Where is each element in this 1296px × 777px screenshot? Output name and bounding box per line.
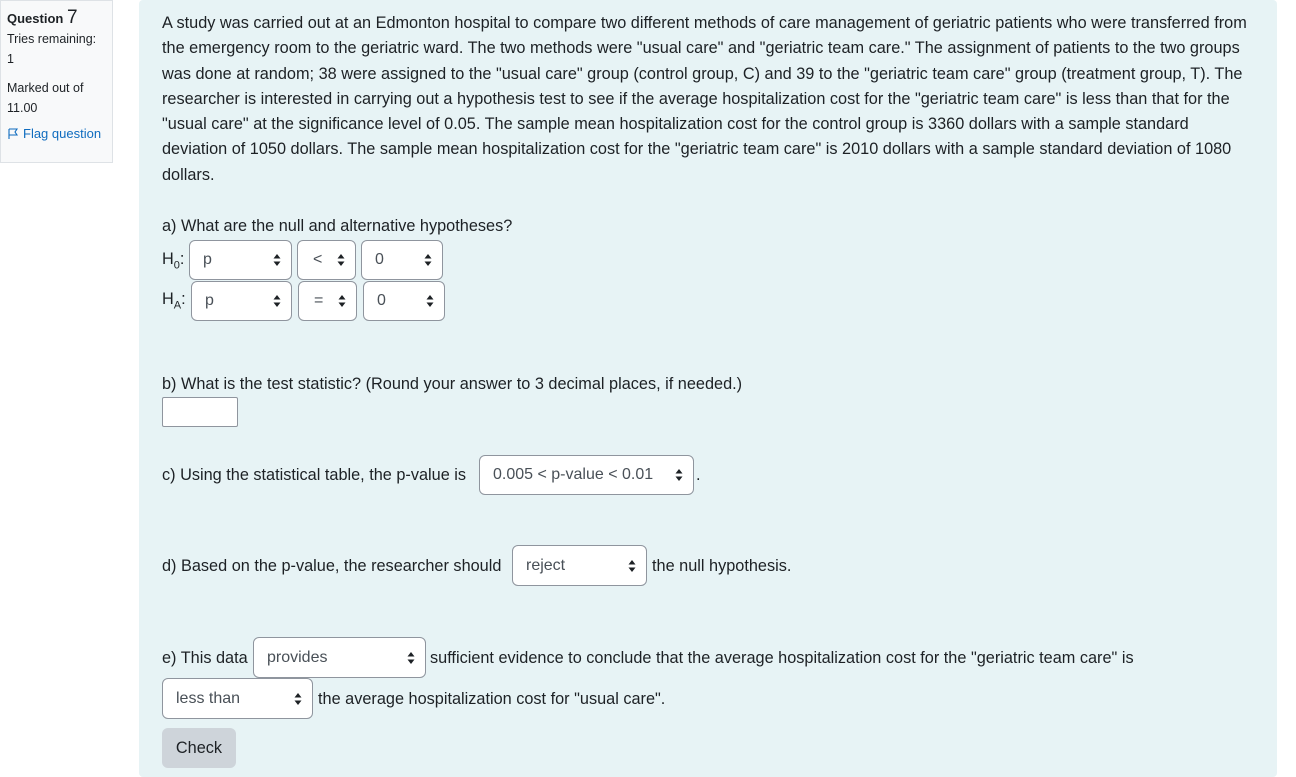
select-arrows-icon (294, 692, 302, 706)
comparison-select[interactable] (162, 678, 313, 719)
tries-label: Tries remaining: (7, 32, 97, 46)
part-c-prompt: c) Using the statistical table, the p-value is (162, 466, 467, 484)
part-c-suffix: . (696, 466, 701, 484)
h0-value-select[interactable] (361, 240, 443, 280)
ha-operator-select[interactable] (298, 281, 357, 321)
evidence-select[interactable] (253, 637, 426, 678)
h0-value-value: 0 (375, 251, 384, 268)
part-a-prompt: a) What are the null and alternative hypotheses? (162, 217, 513, 235)
flag-icon (7, 128, 19, 140)
select-arrows-icon (424, 253, 432, 267)
part-d-suffix: the null hypothesis. (652, 557, 792, 575)
ha-subscript: A (173, 299, 182, 312)
select-arrows-icon (337, 253, 345, 267)
tries-remaining (7, 29, 112, 69)
part-b-prompt: b) What is the test statistic? (Round your answer to 3 decimal places, if needed.) (162, 375, 743, 393)
test-statistic-input[interactable] (162, 397, 238, 427)
marked-value: 11.00 (7, 101, 38, 115)
h0-parameter-value: p (203, 251, 212, 268)
ha-letter: H (162, 290, 174, 308)
part-e-suffix: the average hospitalization cost for "usual care". (318, 690, 666, 708)
h0-subscript: 0 (173, 259, 180, 272)
decision-select[interactable] (512, 545, 647, 586)
question-stem: A study was carried out at an Edmonton hospital to compare two different methods of care management of geriatric patients who were transferred from the emergency room to the geriatric ward. The two methods were "usual care" and "geriatric team care." The assignment of patients to the two groups was done at random; 38 were assigned to the "usual care" group (control group, C) and 39 to the "geriatric team care" group (treatment group, T). The researcher is interested in carrying out a hypothesis test to see if the average hospitalization cost for the "geriatric team care" is less than that for the "usual care" at the significance level of 0.05. The sample mean hospitalization cost for the control group is 3360 dollars with a sample standard deviation of 1050 dollars. The sample mean hospitalization cost for the "geriatric team care" is 2010 dollars with a sample standard deviation of 1080 dollars. (162, 14, 1247, 184)
ha-parameter-value: p (205, 292, 214, 309)
ha-label: $H_A$: (162, 290, 186, 312)
marked-out-of (7, 78, 112, 118)
h0-parameter-select[interactable] (189, 240, 292, 280)
h0-label: $H_0$: (162, 250, 185, 272)
select-arrows-icon (675, 468, 683, 482)
select-arrows-icon (273, 253, 281, 267)
select-arrows-icon (407, 651, 415, 665)
flag-question-label: Flag question (23, 126, 102, 141)
ha-value-value: 0 (377, 292, 386, 309)
comparison-selected: less than (176, 689, 241, 707)
question-number: 7 (66, 7, 78, 28)
h0-operator-select[interactable] (297, 240, 356, 280)
ha-operator-value: = (314, 292, 324, 309)
h0-letter: H (162, 250, 174, 268)
select-arrows-icon (273, 294, 281, 308)
question-label: Question (7, 11, 64, 26)
p-value-selected: 0.005 < p-value < 0.01 (493, 466, 654, 483)
check-button[interactable]: Check (162, 728, 236, 768)
question-number-heading (7, 7, 112, 29)
h0-operator-value: < (313, 251, 323, 268)
question-content (139, 0, 1277, 777)
select-arrows-icon (426, 294, 434, 308)
tries-value: 1 (7, 52, 14, 66)
evidence-selected: provides (267, 648, 328, 666)
select-arrows-icon (628, 559, 636, 573)
marked-label: Marked out of (7, 81, 84, 95)
p-value-select[interactable] (479, 455, 694, 495)
flag-question-link[interactable] (7, 126, 112, 141)
part-e-middle: sufficient evidence to conclude that the average hospitalization cost for the "geriatric team care" is (430, 649, 1134, 667)
question-info-panel (0, 0, 113, 163)
ha-parameter-select[interactable] (191, 281, 292, 321)
ha-value-select[interactable] (363, 281, 445, 321)
select-arrows-icon (338, 294, 346, 308)
part-e-prompt: e) This data (162, 649, 248, 667)
decision-selected: reject (526, 556, 566, 574)
part-d-prompt: d) Based on the p-value, the researcher should (162, 557, 502, 575)
